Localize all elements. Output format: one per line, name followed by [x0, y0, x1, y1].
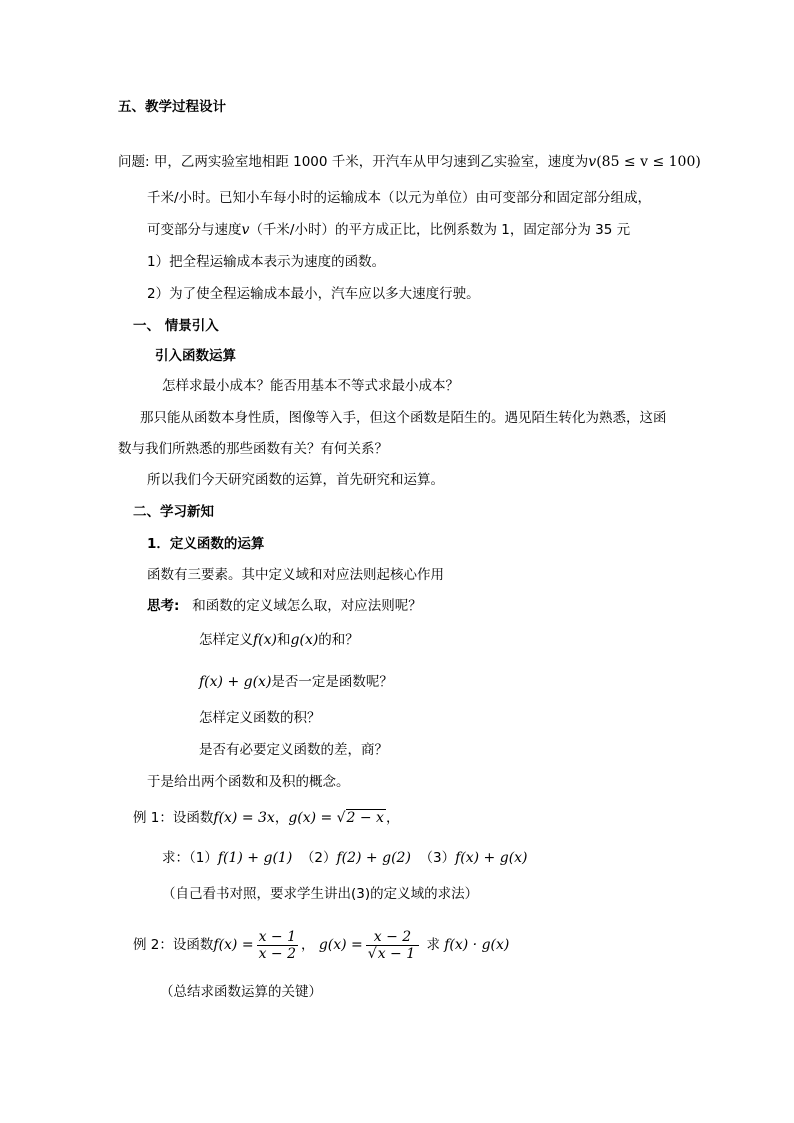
section-1-para-4: 所以我们今天研究函数的运算，首先研究和运算。: [147, 472, 444, 488]
ex2-f-denominator: x − 2: [258, 945, 297, 962]
ex1-i2: （2）: [300, 850, 337, 866]
ex2-f-fraction: [257, 929, 298, 962]
ex2-g-numerator: x − 2: [366, 929, 419, 946]
ex1-end: ，: [385, 810, 400, 826]
ex1-i1: （1）: [189, 850, 218, 866]
problem-lead: 问题: 甲，乙两实验室地相距 1000 千米，开汽车从甲匀速到乙实验室，速度为: [118, 154, 589, 170]
problem-line-3a: 可变部分与速度: [147, 222, 242, 238]
problem-line-3: [147, 220, 630, 240]
example-1-ask: [162, 848, 528, 868]
problem-line-3b: （千米/小时）的平方成正比，比例系数为 1，固定部分为 35 元: [249, 222, 631, 238]
problem-question-1: 1）把全程运输成本表示为速度的函数。: [147, 254, 386, 270]
speed-range: (85 ≤ v ≤ 100): [596, 154, 701, 170]
ex2-f-lhs: f(x) =: [213, 937, 254, 953]
tq1-b: 和: [277, 632, 291, 648]
ex2-g-lhs: g(x) =: [318, 937, 363, 953]
problem-line-2: 千米/小时。已知小车每小时的运输成本（以元为单位）由可变部分和固定部分组成，: [147, 190, 652, 206]
ex1-sqrt-sign: √: [336, 810, 346, 826]
think-question-4: 是否有必要定义函数的差，商？: [199, 742, 388, 758]
ex2-g-denominator: x − 1: [377, 945, 416, 962]
tq1-c: 的和？: [318, 632, 359, 648]
ex1-g-lhs: g(x) =: [288, 810, 333, 826]
speed-variable-2: v: [241, 222, 250, 238]
tq2-b: 是否一定是函数呢？: [271, 674, 393, 690]
tq2-expr: f(x) + g(x): [199, 674, 272, 690]
section-2-title: 二、学习新知: [133, 504, 214, 520]
section-1-para-3: 数与我们所熟悉的那些函数有关？有何关系？: [118, 441, 388, 457]
example-1-note: （自己看书对照，要求学生讲出(3)的定义域的求法）: [162, 886, 479, 902]
think-question-1: [199, 630, 359, 650]
section-1-para-2: 那只能从函数本身性质，图像等入手，但这个函数是陌生的。遇见陌生转化为熟悉，这函: [140, 410, 667, 426]
example-2-note: （总结求函数运算的关键）: [160, 984, 322, 1000]
ex2-g-fraction: [366, 929, 419, 962]
think-question-2: [199, 672, 393, 692]
section-2-para-1: 函数有三要素。其中定义域和对应法则起核心作用: [147, 567, 444, 583]
think-text: 和函数的定义域怎么取，对应法则呢？: [192, 598, 422, 614]
ex2-ask-expr: f(x) · g(x): [444, 937, 510, 953]
ex2-f-numerator: x − 1: [258, 928, 297, 945]
ex2-sqrt-sign: √: [367, 945, 377, 962]
example-2-line: [133, 922, 509, 968]
problem-line-1: [118, 152, 701, 172]
ex1-ask-label: 求：: [162, 850, 189, 866]
ex2-ask: 求: [426, 937, 440, 953]
ex1-e1: f(1) + g(1): [217, 850, 293, 866]
ex2-sep: ，: [301, 937, 315, 953]
think-label: 思考:: [147, 598, 180, 614]
section-heading: 五、教学过程设计: [118, 99, 226, 115]
tq1-a: 怎样定义: [199, 632, 253, 648]
ex2-g-denominator-wrap: [366, 946, 419, 962]
section-1-para-1: 怎样求最小成本？能否用基本不等式求最小成本？: [162, 378, 459, 394]
section-1-subtitle: 引入函数运算: [155, 348, 236, 364]
tq1-g: g(x): [290, 632, 319, 648]
ex1-sep: ，: [274, 810, 289, 826]
think-line: [147, 596, 422, 616]
problem-question-2: 2）为了使全程运输成本最小，汽车应以多大速度行驶。: [147, 286, 480, 302]
section-2-subtitle: 1．定义函数的运算: [147, 536, 265, 552]
section-1-title: 一、 情景引入: [133, 318, 219, 334]
ex1-e3: f(x) + g(x): [455, 850, 528, 866]
ex1-e2: f(2) + g(2): [336, 850, 411, 866]
ex2-label: 例 2：设函数: [133, 937, 214, 953]
ex1-i3: （3）: [419, 850, 456, 866]
ex1-label: 例 1：设函数: [133, 810, 214, 826]
tq1-f: f(x): [253, 632, 278, 648]
think-question-3: 怎样定义函数的积？: [199, 710, 321, 726]
ex1-f-def: f(x) = 3x: [213, 810, 275, 826]
speed-variable: v: [588, 154, 597, 170]
section-2-para-2: 于是给出两个函数和及积的概念。: [147, 774, 350, 790]
ex1-g-radicand: 2 − x: [346, 810, 384, 826]
example-1-line: [133, 808, 399, 828]
